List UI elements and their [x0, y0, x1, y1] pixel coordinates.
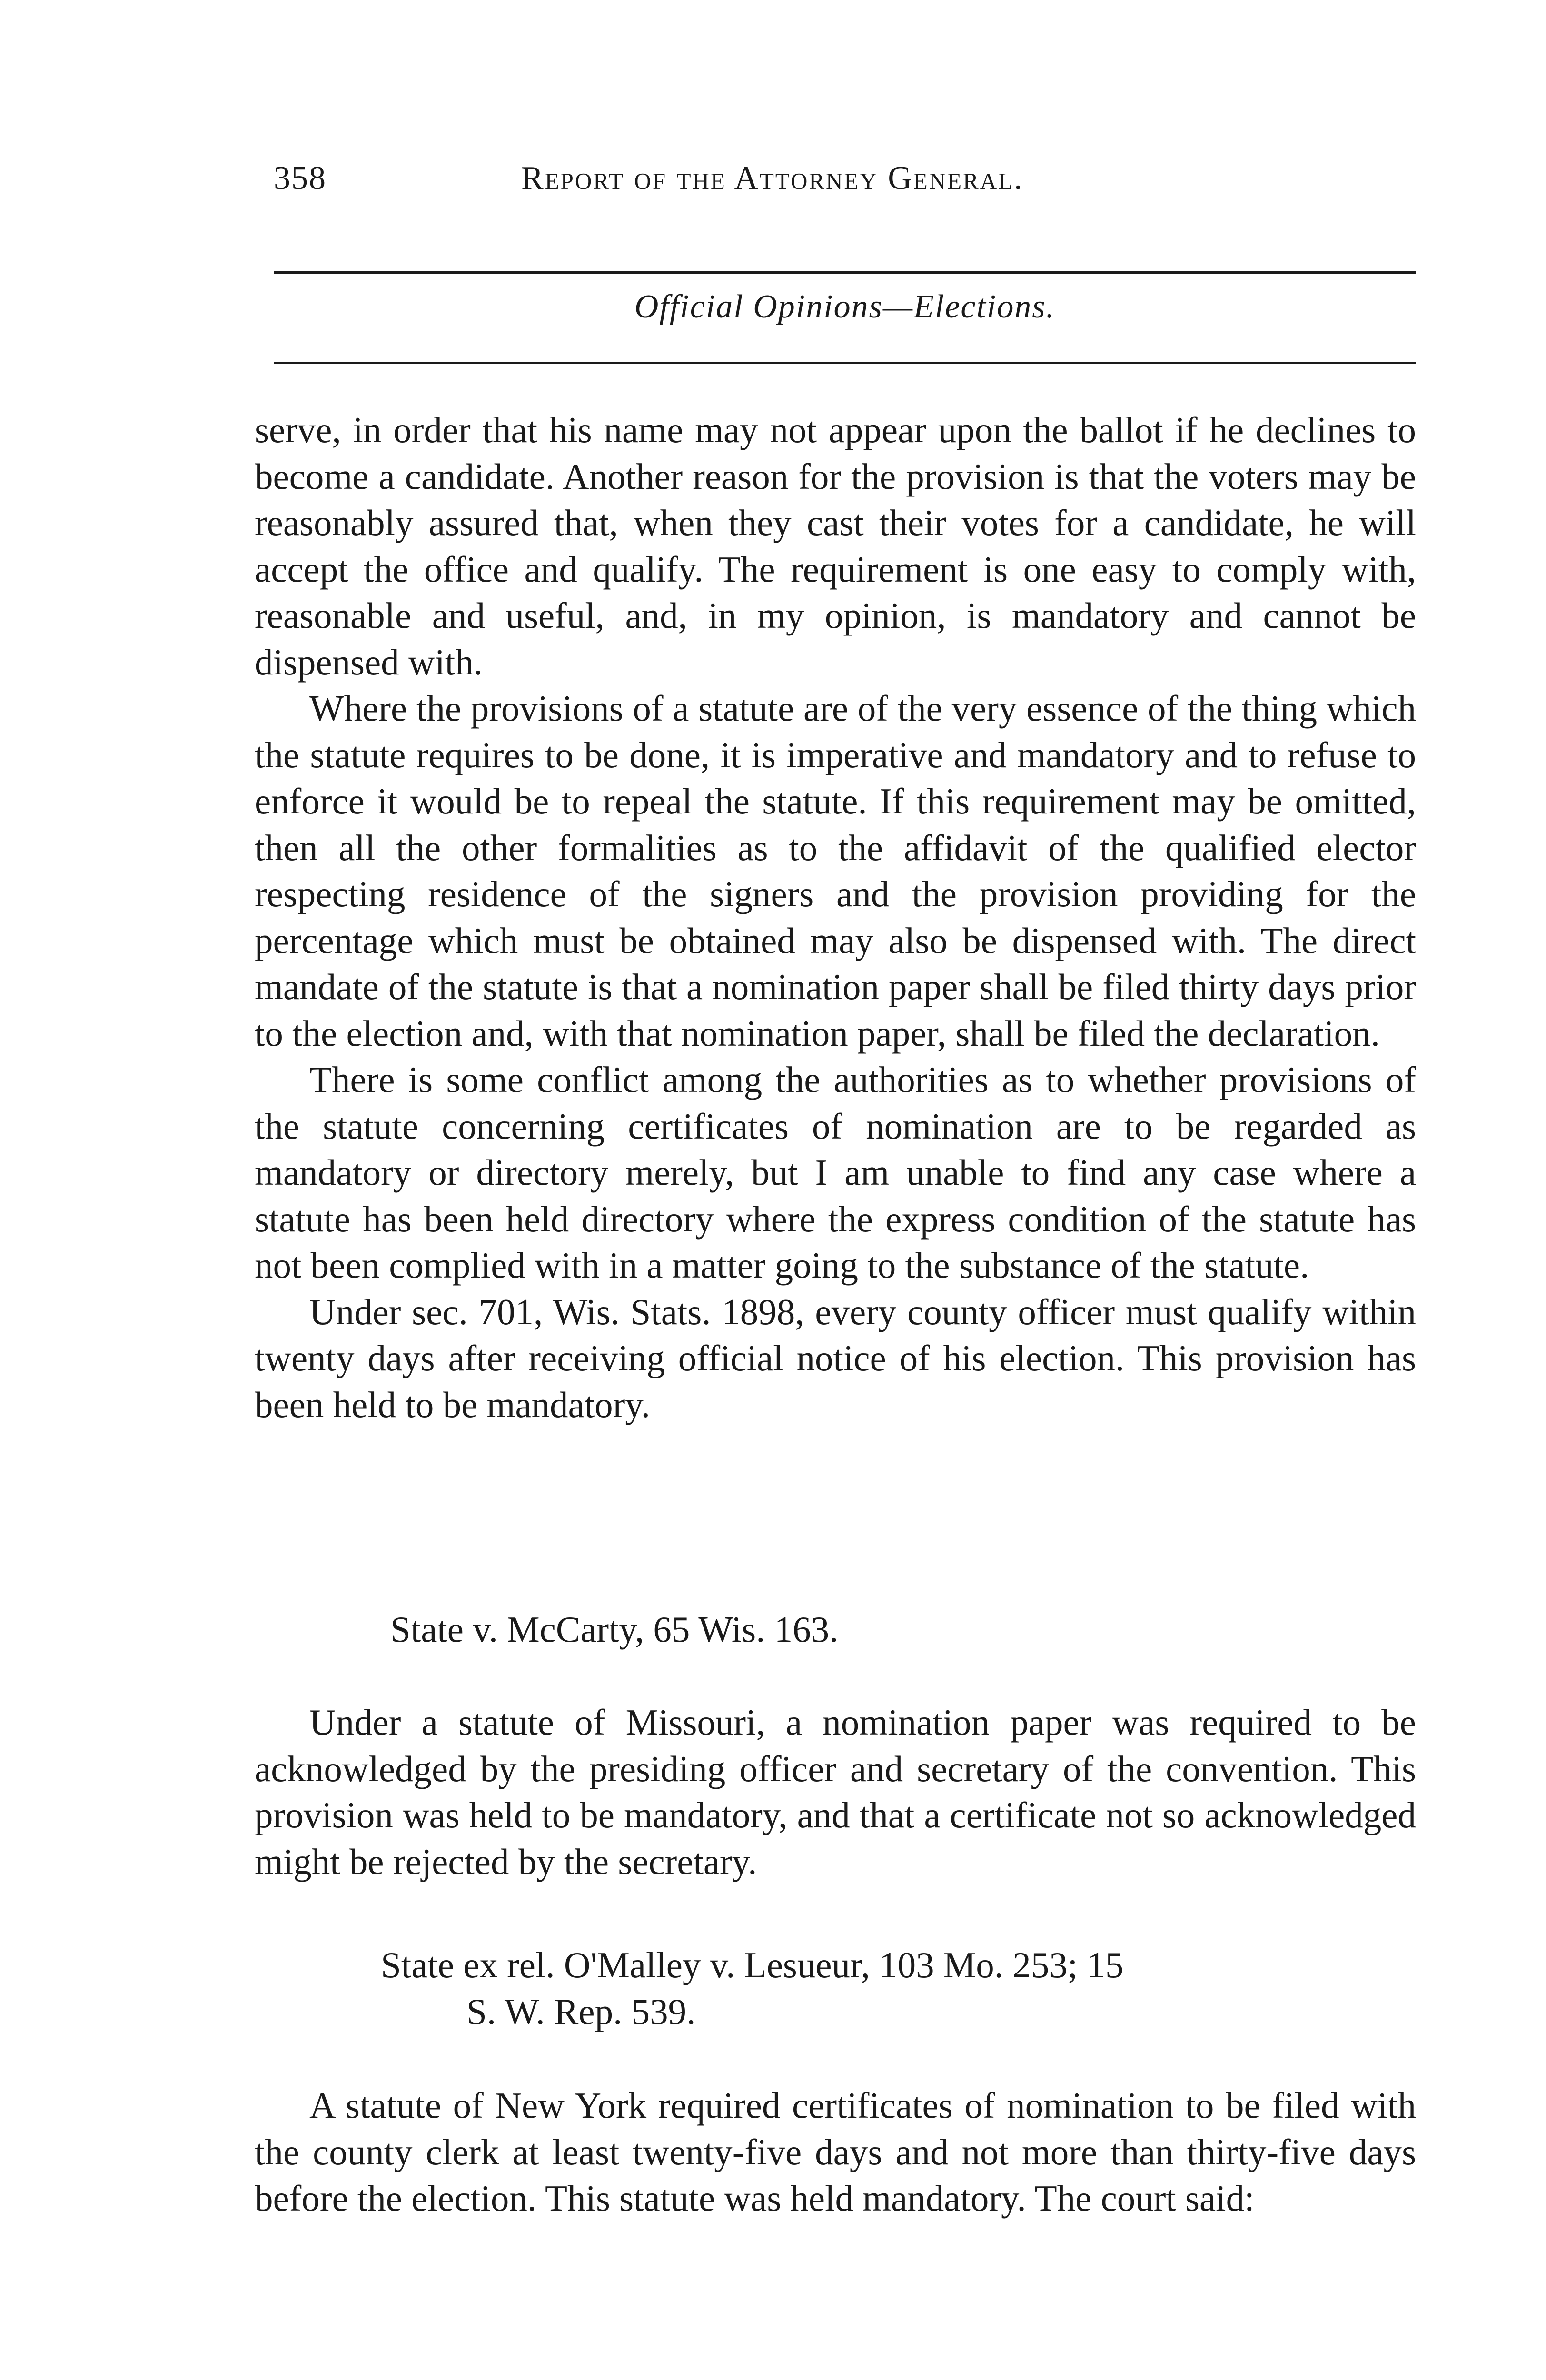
paragraph-wisconsin-statute: Under sec. 701, Wis. Stats. 1898, every county officer must qualify within twenty days after receiving official notice of his election. This provision has been held to be mandatory.: [255, 1291, 1416, 1425]
running-title: Report of the Attorney General.: [521, 160, 1024, 197]
running-head: [274, 159, 1416, 207]
bottom-rule: [274, 362, 1416, 364]
page-number: 358: [274, 160, 327, 197]
paragraph-missouri: Under a statute of Missouri, a nomination paper was required to be acknowledged by the presiding officer and secretary of the convention. This provision was held to be mandatory, and that a certificate not so acknowledged might be rejected by the secretary.: [255, 1702, 1416, 1882]
section-heading: Official Opinions—Elections.: [634, 288, 1056, 325]
new-york-block: [255, 2082, 1416, 2222]
paragraph-continuation: serve, in order that his name may not appear upon the ballot if he declines to become a candidate. Another reason for the provision is that the voters may be reasonably assured that, when they cast their votes for a candidate, he will accept the office and qualify. The requirement is one easy to comply with, reasonable and useful, and, in my opinion, is mandatory and cannot be dispensed with.: [255, 409, 1416, 683]
citation-line-2: S. W. Rep. 539.: [466, 1991, 696, 2032]
citation-omalley-v-lesueur: [381, 1942, 1414, 2035]
citation-line-1: State ex rel. O'Malley v. Lesueur, 103 Mo. 253; 15: [381, 1944, 1124, 1985]
paragraph-conflict-authorities: There is some conflict among the authorities as to whether provisions of the statute concerning certificates of nomination are to be regarded as mandatory or directory merely, but I am unable to find any case where a statute has been held directory where the express condition of the statute has not been complied with in a matter going to the substance of the statute.: [255, 1059, 1416, 1286]
paragraph-new-york: A statute of New York required certificates of nomination to be filed with the county clerk at least twenty-five days and not more than thirty-five days before the election. This statute was held mandatory. The court said:: [255, 2085, 1416, 2219]
citation-state-v-mccarty: State v. McCarty, 65 Wis. 163.: [390, 1609, 839, 1650]
top-rule: [274, 271, 1416, 274]
paragraph-statute-essence: Where the provisions of a statute are of the very essence of the thing which the statute requires to be done, it is imperative and mandatory and to refuse to enforce it would be to repeal the statute. If this requirement may be omitted, then all the other formalities as to the affidavit of the qualified elector respecting residence of the signers and the provision providing for the percentage which must be obtained may also be dispensed with. The direct mandate of the statute is that a nomination paper shall be filed thirty days prior to the election and, with that nomination paper, shall be filed the declaration.: [255, 688, 1416, 1054]
body-text: [255, 407, 1416, 1428]
missouri-block: [255, 1699, 1416, 1885]
